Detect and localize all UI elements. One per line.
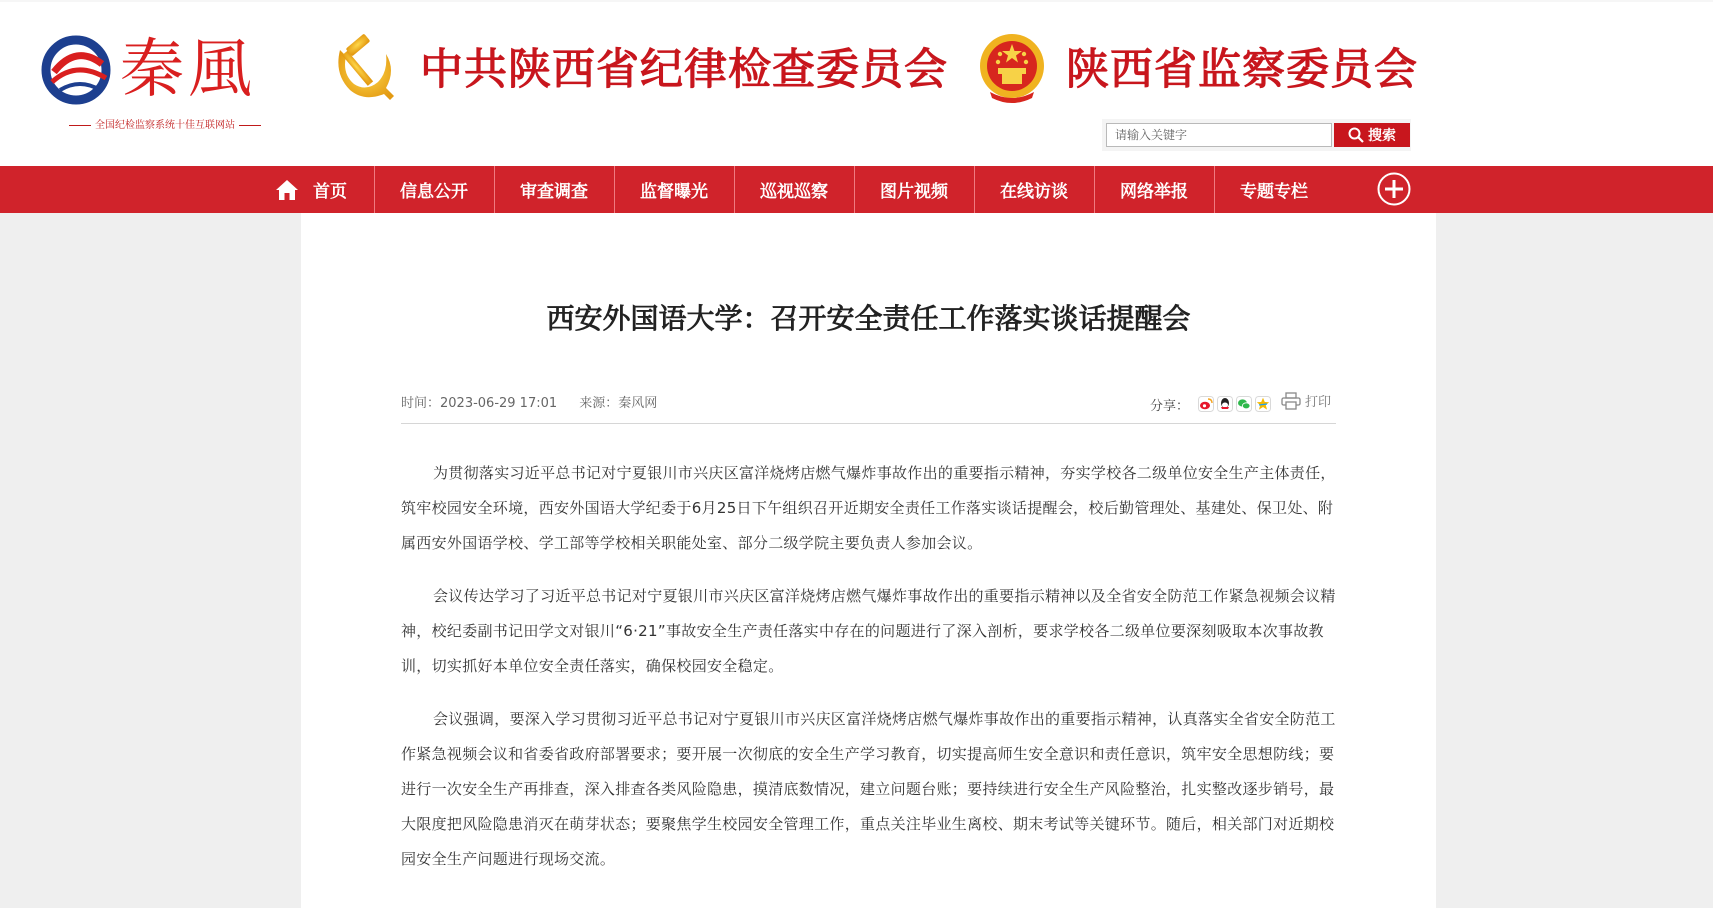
nav-item-inspection[interactable]	[734, 166, 854, 213]
site-logo[interactable]	[40, 30, 290, 130]
nav-item-home[interactable]	[254, 166, 374, 213]
nav-item-exposure[interactable]	[614, 166, 734, 213]
nav-item-label: 巡视巡察	[760, 182, 828, 202]
qq-icon[interactable]	[1217, 396, 1233, 412]
plus-icon[interactable]	[1377, 172, 1411, 206]
article-meta	[401, 392, 657, 411]
nav-item-report[interactable]	[1094, 166, 1214, 213]
weibo-icon[interactable]	[1198, 396, 1214, 412]
nav-item-info-disclosure[interactable]	[374, 166, 494, 213]
article-source: 来源：秦风网	[579, 396, 658, 411]
wechat-icon[interactable]	[1236, 396, 1252, 412]
article-time: 时间：2023-06-29 17:01	[401, 396, 558, 411]
article-body	[401, 456, 1336, 895]
logo-slogan: 全国纪检监察系统十佳互联网站	[40, 116, 290, 131]
print-icon	[1281, 392, 1301, 410]
print-button[interactable]	[1281, 391, 1331, 410]
share-bar	[1150, 391, 1271, 417]
national-emblem-icon	[976, 30, 1048, 106]
nav-item-investigation[interactable]	[494, 166, 614, 213]
nav-item-label: 首页	[313, 182, 347, 202]
meta-divider	[401, 423, 1336, 424]
article-paragraph: 会议强调，要深入学习贯彻习近平总书记对宁夏银川市兴庆区富洋烧烤店燃气爆炸事故作出的重要指示精神，认真落实全省安全防范工作紧急视频会议和省委省政府部署要求；要开展一次彻底的安全生产学习教育，切实提高师生安全意识和责任意识，筑牢安全思想防线；要进行一次安全生产再排查，深入排查各类风险隐患，摸清底数情况，建立问题台账；要持续进行安全生产风险整治，扎实整改逐步销号，最大限度把风险隐患消灭在萌芽状态；要聚焦学生校园安全管理工作，重点关注毕业生离校、期末考试等关键环节。随后，相关部门对近期校园安全生产问题进行现场交流。	[401, 710, 1336, 868]
nav-item-label: 网络举报	[1120, 182, 1188, 202]
article-title: 西安外国语大学：召开安全责任工作落实谈话提醒会	[546, 302, 1191, 335]
search-bar	[1102, 119, 1411, 151]
party-emblem-icon	[324, 30, 396, 106]
qinfeng-logo-icon	[40, 34, 112, 106]
search-button[interactable]	[1334, 123, 1410, 147]
nav-item-label: 审查调查	[520, 182, 588, 202]
top-divider	[0, 0, 1713, 2]
nav-item-label: 专题专栏	[1240, 182, 1308, 202]
print-label: 打印	[1305, 395, 1332, 410]
nav-item-label: 监督曝光	[640, 182, 708, 202]
nav-item-label: 图片视频	[880, 182, 948, 202]
article-paragraph: 会议传达学习了习近平总书记对宁夏银川市兴庆区富洋烧烤店燃气爆炸事故作出的重要指示精神以及全省安全防范工作紧急视频会议精神，校纪委副书记田学文对银川“6·21”事故安全生产责任落实中存在的问题进行了深入剖析，要求学校各二级单位要深刻吸取本次事故教训，切实抓好本单位安全责任落实，确保校园安全稳定。	[401, 587, 1336, 675]
party-committee-title: 中共陕西省纪律检查委员会	[420, 45, 948, 95]
search-icon	[1348, 127, 1364, 143]
article-container	[301, 213, 1436, 908]
home-icon	[275, 179, 299, 201]
main-nav	[0, 166, 1713, 213]
search-input[interactable]	[1106, 123, 1332, 147]
search-button-label: 搜索	[1368, 128, 1396, 144]
nav-item-label: 在线访谈	[1000, 182, 1068, 202]
nav-item-special[interactable]	[1214, 166, 1334, 213]
logo-text: 秦風	[120, 33, 256, 107]
supervision-committee-title: 陕西省监察委员会	[1066, 45, 1418, 95]
nav-item-interview[interactable]	[974, 166, 1094, 213]
site-header	[0, 0, 1713, 166]
qzone-icon[interactable]	[1255, 396, 1271, 412]
article-paragraph: 为贯彻落实习近平总书记对宁夏银川市兴庆区富洋烧烤店燃气爆炸事故作出的重要指示精神，夯实学校各二级单位安全生产主体责任，筑牢校园安全环境，西安外国语大学纪委于6月25日下午组织召开近期安全责任工作落实谈话提醒会，校后勤管理处、基建处、保卫处、附属西安外国语学校、学工部等学校相关职能处室、部分二级学院主要负责人参加会议。	[401, 464, 1336, 552]
nav-item-media[interactable]	[854, 166, 974, 213]
share-label: 分享：	[1150, 398, 1190, 414]
nav-item-label: 信息公开	[400, 182, 468, 202]
